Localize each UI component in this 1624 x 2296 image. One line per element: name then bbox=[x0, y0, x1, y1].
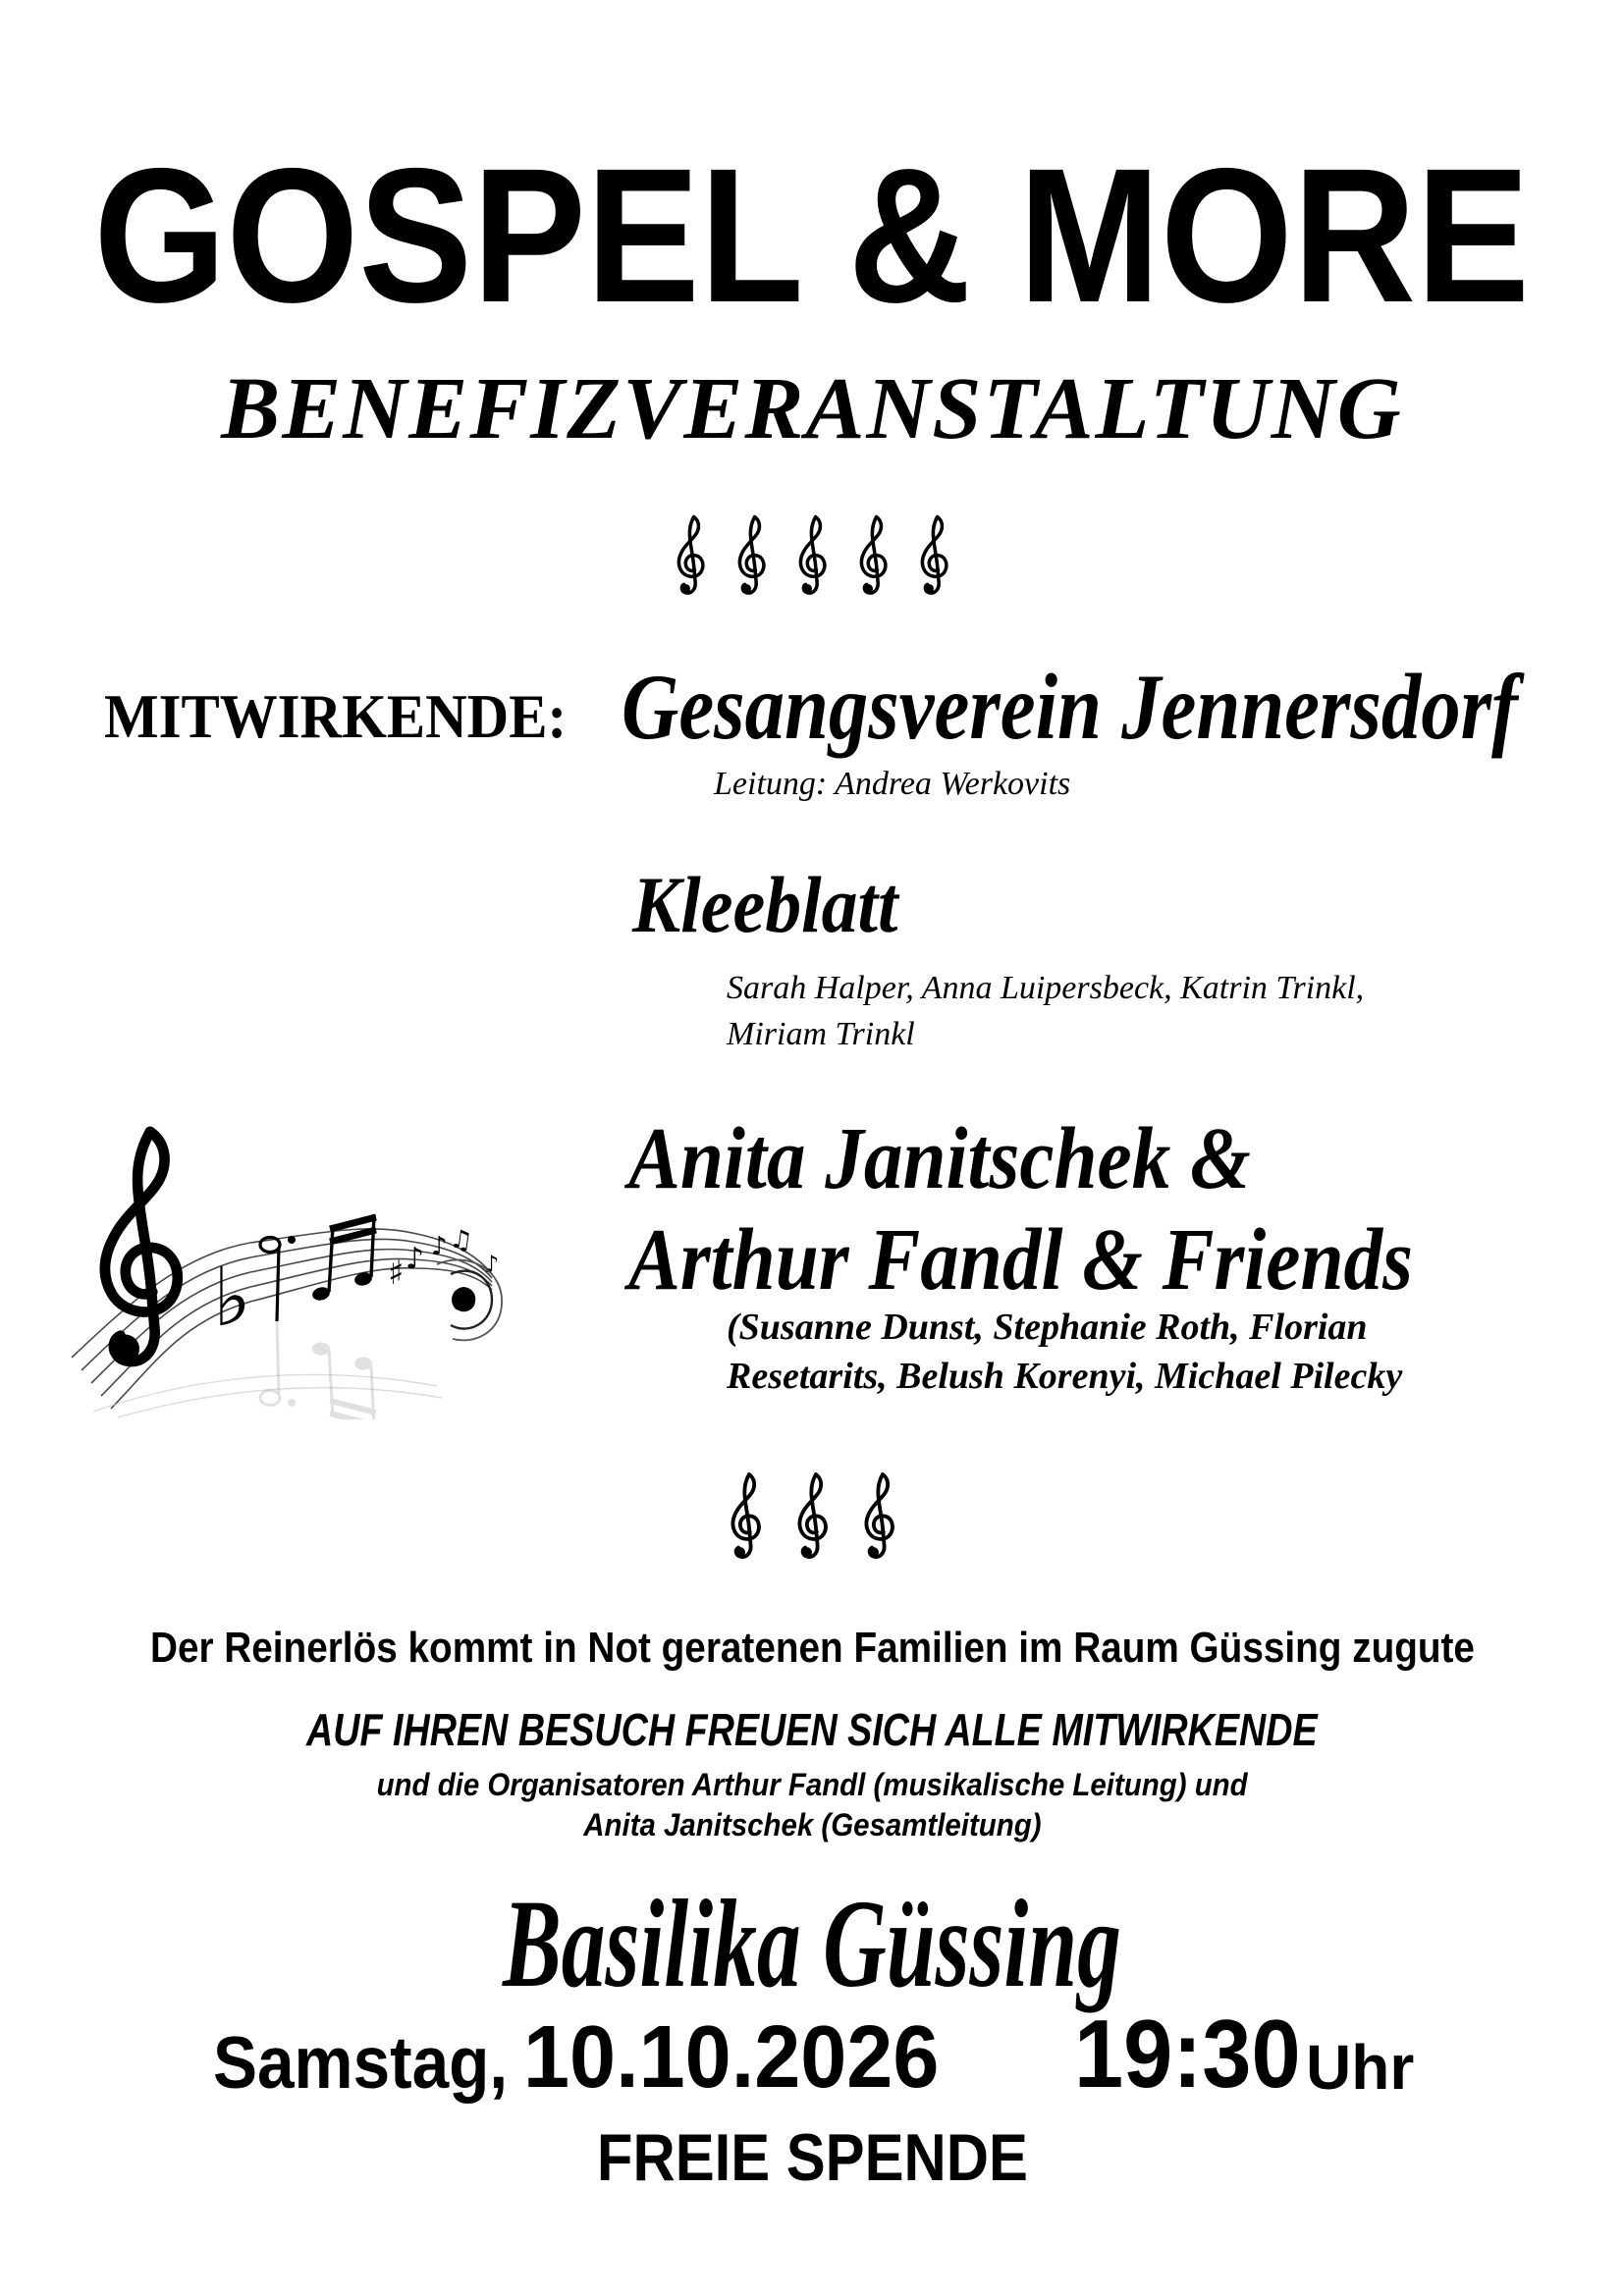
flat-sign-icon: ♭ bbox=[213, 1252, 251, 1345]
music-notes-graphic bbox=[64, 1107, 511, 1419]
venue-name bbox=[0, 1874, 1624, 2013]
treble-clef-icon bbox=[914, 511, 953, 606]
organizers-line2-text: Anita Janitschek (Gesamtleitung) bbox=[582, 1807, 1042, 1842]
treble-clef-icon bbox=[792, 511, 832, 606]
invitation-text: AUF IHREN BESUCH FREUEN SICH ALLE MITWIRKENDE bbox=[306, 1704, 1318, 1755]
treble-clef-icon bbox=[105, 1132, 178, 1363]
treble-clef-icon bbox=[857, 1468, 900, 1571]
act-detail-friends bbox=[727, 1303, 1402, 1401]
act-name-gesangsverein: Gesangsverein Jennersdorf bbox=[622, 655, 1518, 759]
act-name-anita-arthur bbox=[628, 1108, 1520, 1310]
event-weekday: Samstag, bbox=[213, 2021, 509, 2104]
sharp-sign-icon: ♯ bbox=[388, 1254, 405, 1293]
act-detail-kleeblatt-line2: Miriam Trinkl bbox=[727, 1016, 915, 1052]
act-name-kleeblatt: Kleeblatt bbox=[632, 860, 898, 949]
treble-clef-icon bbox=[731, 511, 771, 606]
organizers-line2 bbox=[0, 1809, 1624, 1841]
event-time: 19:30 bbox=[1074, 2000, 1301, 2108]
treble-clef-icon bbox=[853, 511, 893, 606]
act-detail-friends-line1: (Susanne Dunst, Stephanie Roth, Florian bbox=[727, 1307, 1368, 1348]
page-title bbox=[0, 129, 1624, 343]
treble-clef-row-top bbox=[0, 511, 1624, 610]
organizers-line1 bbox=[0, 1769, 1624, 1800]
treble-clef-icon bbox=[724, 1468, 767, 1571]
act-detail-kleeblatt-line1: Sarah Halper, Anna Luipersbeck, Katrin Trinkl, bbox=[727, 970, 1365, 1006]
act-detail-leitung: Leitung: Andrea Werkovits bbox=[714, 766, 1071, 802]
event-date: 10.10.2026 bbox=[523, 2008, 940, 2107]
subtitle: BENEFIZVERANSTALTUNG bbox=[221, 360, 1403, 457]
venue-name-text: Basilika Güssing bbox=[503, 1874, 1121, 2013]
treble-clef-icon bbox=[671, 511, 710, 606]
act-detail-kleeblatt bbox=[727, 965, 1364, 1057]
act-name-anita-line2: Arthur Fandl & Friends bbox=[628, 1211, 1413, 1308]
organizers-line1-text: und die Organisatoren Arthur Fandl (musikalische Leitung) und bbox=[376, 1767, 1248, 1802]
purpose-statement bbox=[0, 1624, 1624, 1672]
admission-note-text: FREIE SPENDE bbox=[596, 2120, 1028, 2195]
purpose-statement-text: Der Reinerlös kommt in Not geratenen Familien im Raum Güssing zugute bbox=[149, 1624, 1475, 1672]
invitation-line bbox=[0, 1704, 1624, 1755]
treble-clef-icon bbox=[790, 1468, 834, 1571]
mitwirkende-label: MITWIRKENDE: bbox=[104, 681, 568, 751]
act-name-anita-line1: Anita Janitschek & bbox=[628, 1110, 1251, 1207]
treble-clef-row-bottom bbox=[0, 1468, 1624, 1575]
page-title-text: GOSPEL & MORE bbox=[93, 129, 1531, 343]
eighth-note-icon: ♪ bbox=[406, 1242, 425, 1276]
event-time-unit: Uhr bbox=[1306, 2032, 1415, 2103]
eighth-note-icon: ♪ bbox=[431, 1232, 448, 1261]
act-detail-friends-line2: Resetarits, Belush Korenyi, Michael Pilecky bbox=[727, 1356, 1403, 1397]
admission-note bbox=[0, 2120, 1624, 2195]
half-note-icon bbox=[260, 1236, 296, 1321]
beamed-note-icon: ♫ bbox=[448, 1224, 475, 1257]
eighth-note-icon: ♪ bbox=[484, 1251, 500, 1278]
